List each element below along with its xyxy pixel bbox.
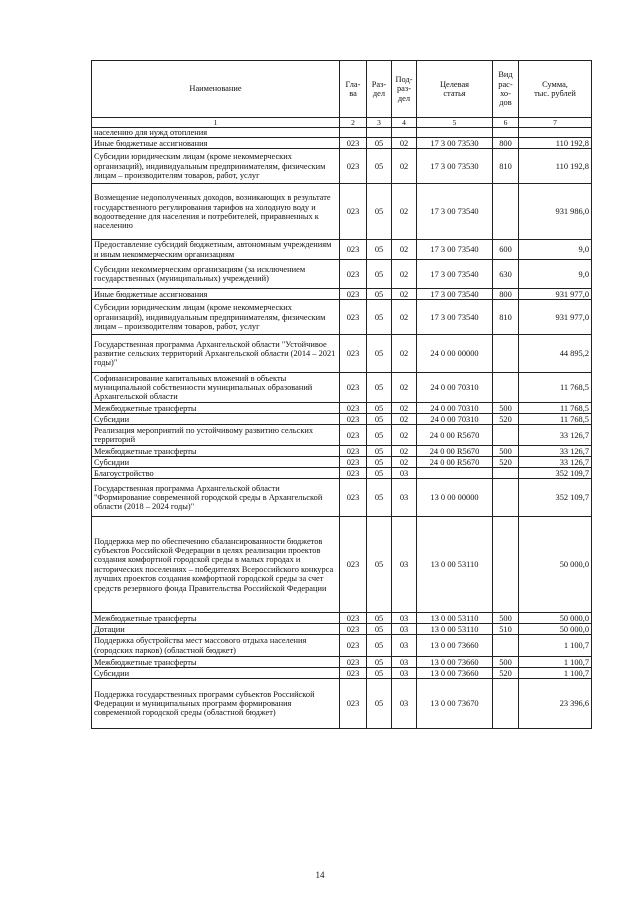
row-vid	[493, 128, 519, 138]
row-sum: 931 977,0	[519, 289, 592, 300]
row-podrazdel: 02	[392, 240, 417, 260]
row-glava: 023	[340, 517, 367, 613]
row-razdel: 05	[367, 446, 392, 457]
row-razdel: 05	[367, 289, 392, 300]
row-sum: 1 100,7	[519, 668, 592, 679]
row-sum: 11 768,5	[519, 373, 592, 403]
row-vid	[493, 425, 519, 446]
page-number: 14	[315, 870, 325, 880]
row-sum: 1 100,7	[519, 657, 592, 668]
row-name: Субсидии	[92, 668, 340, 679]
row-podrazdel: 03	[392, 613, 417, 624]
row-glava: 023	[340, 446, 367, 457]
row-target: 13 0 00 73660	[417, 668, 493, 679]
row-glava: 023	[340, 668, 367, 679]
row-name: Межбюджетные трансферты	[92, 446, 340, 457]
row-target: 17 3 00 73530	[417, 138, 493, 149]
row-sum: 11 768,5	[519, 414, 592, 425]
row-target: 24 0 00 R5670	[417, 425, 493, 446]
row-target: 13 0 00 73660	[417, 657, 493, 668]
row-target: 13 0 00 53110	[417, 517, 493, 613]
row-name: Межбюджетные трансферты	[92, 613, 340, 624]
row-name: Субсидии	[92, 457, 340, 468]
row-vid: 600	[493, 240, 519, 260]
row-razdel: 05	[367, 138, 392, 149]
row-sum: 50 000,0	[519, 613, 592, 624]
header-glava-text: Гла- ва	[345, 79, 361, 98]
row-razdel: 05	[367, 373, 392, 403]
row-podrazdel: 03	[392, 517, 417, 613]
row-target: 24 0 00 R5670	[417, 446, 493, 457]
table-row	[92, 128, 592, 138]
header-glava	[340, 61, 367, 118]
row-name: Предоставление субсидий бюджетным, автономным учреждениям и иным некоммерческим организациям	[92, 240, 340, 260]
row-vid: 500	[493, 446, 519, 457]
row-podrazdel: 02	[392, 446, 417, 457]
row-razdel: 05	[367, 457, 392, 468]
row-target: 13 0 00 53110	[417, 613, 493, 624]
row-glava: 023	[340, 403, 367, 414]
row-name: населению для нужд отопления	[92, 128, 340, 138]
row-target: 24 0 00 00000	[417, 335, 493, 373]
row-podrazdel: 03	[392, 679, 417, 729]
row-podrazdel: 03	[392, 668, 417, 679]
row-name: Субсидии юридическим лицам (кроме некоммерческих организаций), индивидуальным предпринимателям, физическим лицам – производителям товаров, работ, услуг	[92, 300, 340, 335]
row-name: Государственная программа Архангельской области "Формирование современной городской среды в Архангельской области (2018 – 2024 годы)"	[92, 479, 340, 517]
row-sum: 50 000,0	[519, 624, 592, 635]
table-row	[92, 425, 592, 446]
row-podrazdel: 02	[392, 335, 417, 373]
row-podrazdel: 02	[392, 149, 417, 184]
row-razdel: 05	[367, 624, 392, 635]
row-target: 24 0 00 70310	[417, 414, 493, 425]
row-target: 13 0 00 53110	[417, 624, 493, 635]
table-row	[92, 468, 592, 479]
row-name: Реализация мероприятий по устойчивому развитию сельских территорий	[92, 425, 340, 446]
table-row	[92, 657, 592, 668]
row-sum: 9,0	[519, 240, 592, 260]
row-razdel: 05	[367, 425, 392, 446]
row-glava: 023	[340, 635, 367, 657]
row-sum: 50 000,0	[519, 517, 592, 613]
row-razdel: 05	[367, 240, 392, 260]
row-razdel	[367, 128, 392, 138]
row-glava: 023	[340, 414, 367, 425]
row-vid	[493, 479, 519, 517]
header-target-text: Целевая статья	[439, 79, 470, 98]
table-row	[92, 679, 592, 729]
row-glava: 023	[340, 138, 367, 149]
row-sum: 33 126,7	[519, 457, 592, 468]
row-podrazdel: 02	[392, 425, 417, 446]
header-razdel-text: Раз- дел	[371, 79, 387, 98]
header-row	[92, 61, 592, 118]
row-vid: 500	[493, 613, 519, 624]
table-row	[92, 517, 592, 613]
row-glava: 023	[340, 373, 367, 403]
row-razdel: 05	[367, 635, 392, 657]
row-target: 13 0 00 73670	[417, 679, 493, 729]
row-vid: 520	[493, 457, 519, 468]
row-sum: 931 986,0	[519, 184, 592, 240]
table-row	[92, 403, 592, 414]
row-vid: 500	[493, 657, 519, 668]
row-razdel: 05	[367, 300, 392, 335]
row-vid	[493, 335, 519, 373]
row-vid: 810	[493, 149, 519, 184]
row-razdel: 05	[367, 335, 392, 373]
row-sum: 11 768,5	[519, 403, 592, 414]
row-target: 17 3 00 73540	[417, 240, 493, 260]
table-row	[92, 635, 592, 657]
row-glava: 023	[340, 479, 367, 517]
row-podrazdel: 03	[392, 479, 417, 517]
row-podrazdel: 02	[392, 260, 417, 289]
table-row	[92, 373, 592, 403]
row-podrazdel	[392, 128, 417, 138]
row-sum: 110 192,8	[519, 149, 592, 184]
row-name: Дотации	[92, 624, 340, 635]
row-glava: 023	[340, 425, 367, 446]
row-sum: 931 977,0	[519, 300, 592, 335]
column-number-row	[92, 118, 592, 128]
header-name: Наименование	[92, 61, 340, 118]
row-sum: 9,0	[519, 260, 592, 289]
row-vid: 800	[493, 138, 519, 149]
row-razdel: 05	[367, 468, 392, 479]
row-razdel: 05	[367, 479, 392, 517]
row-target	[417, 128, 493, 138]
row-podrazdel: 02	[392, 457, 417, 468]
table-row	[92, 260, 592, 289]
row-podrazdel: 03	[392, 635, 417, 657]
row-vid: 520	[493, 668, 519, 679]
row-name: Поддержка обустройства мест массового отдыха населения (городских парков) (областной бюджет)	[92, 635, 340, 657]
row-podrazdel: 03	[392, 657, 417, 668]
row-glava: 023	[340, 679, 367, 729]
header-vid-text: Вид рас- хо- дов	[498, 70, 513, 108]
row-vid	[493, 635, 519, 657]
row-vid	[493, 517, 519, 613]
column-number: 1	[92, 118, 340, 128]
table-row	[92, 138, 592, 149]
row-glava: 023	[340, 240, 367, 260]
column-number: 5	[417, 118, 493, 128]
row-target: 17 3 00 73530	[417, 149, 493, 184]
row-target: 17 3 00 73540	[417, 260, 493, 289]
row-vid	[493, 184, 519, 240]
row-glava: 023	[340, 260, 367, 289]
column-number: 4	[392, 118, 417, 128]
row-target	[417, 468, 493, 479]
table-row	[92, 300, 592, 335]
table-row	[92, 668, 592, 679]
row-podrazdel: 02	[392, 414, 417, 425]
header-sum-text: Сумма, тыс. рублей	[534, 79, 576, 98]
row-glava: 023	[340, 289, 367, 300]
row-podrazdel: 02	[392, 184, 417, 240]
row-razdel: 05	[367, 517, 392, 613]
column-number: 6	[493, 118, 519, 128]
row-razdel: 05	[367, 679, 392, 729]
row-target: 17 3 00 73540	[417, 300, 493, 335]
row-glava: 023	[340, 657, 367, 668]
header-vid	[493, 61, 519, 118]
row-vid: 810	[493, 300, 519, 335]
row-target: 17 3 00 73540	[417, 184, 493, 240]
row-sum: 352 109,7	[519, 479, 592, 517]
row-name: Поддержка государственных программ субъектов Российской Федерации и муниципальных программ формирования современной городской среды (областной бюджет)	[92, 679, 340, 729]
row-razdel: 05	[367, 149, 392, 184]
row-target: 24 0 00 70310	[417, 403, 493, 414]
row-name: Субсидии некоммерческим организациям (за исключением государственных (муниципальных) учреждений)	[92, 260, 340, 289]
row-name: Субсидии юридическим лицам (кроме некоммерческих организаций), индивидуальным предпринимателям, физическим лицам – производителям товаров, работ, услуг	[92, 149, 340, 184]
row-podrazdel: 02	[392, 300, 417, 335]
budget-table	[91, 60, 592, 729]
row-podrazdel: 03	[392, 624, 417, 635]
row-name: Благоустройство	[92, 468, 340, 479]
header-sum	[519, 61, 592, 118]
row-sum	[519, 128, 592, 138]
row-sum: 23 396,6	[519, 679, 592, 729]
row-razdel: 05	[367, 260, 392, 289]
row-name: Возмещение недополученных доходов, возникающих в результате государственного регулирования тарифов на холодную воду и водоотведение для населения и потребителей, приравненных к населению	[92, 184, 340, 240]
row-sum: 352 109,7	[519, 468, 592, 479]
table-body	[92, 128, 592, 729]
row-razdel: 05	[367, 613, 392, 624]
row-sum: 33 126,7	[519, 425, 592, 446]
row-sum: 44 895,2	[519, 335, 592, 373]
row-sum: 33 126,7	[519, 446, 592, 457]
header-podrazdel	[392, 61, 417, 118]
row-vid: 630	[493, 260, 519, 289]
row-sum: 1 100,7	[519, 635, 592, 657]
table-row	[92, 414, 592, 425]
row-razdel: 05	[367, 657, 392, 668]
header-razdel	[367, 61, 392, 118]
table-row	[92, 289, 592, 300]
row-vid: 800	[493, 289, 519, 300]
row-glava	[340, 128, 367, 138]
row-vid: 520	[493, 414, 519, 425]
row-name: Государственная программа Архангельской области "Устойчивое развитие сельских территорий Архангельской области (2014 – 2021 годы)"	[92, 335, 340, 373]
row-podrazdel: 02	[392, 138, 417, 149]
row-name: Иные бюджетные ассигнования	[92, 289, 340, 300]
table-row	[92, 446, 592, 457]
row-vid	[493, 468, 519, 479]
row-name: Иные бюджетные ассигнования	[92, 138, 340, 149]
row-name: Поддержка мер по обеспечению сбалансированности бюджетов субъектов Российской Федерации в целях реализации проектов создания комфортной городской среды в малых городах и исторических поселениях – победителях Всероссийского конкурса лучших проектов создания комфортной городской среды за счет средств резервного фонда Правительства Российской Федерации	[92, 517, 340, 613]
table-row	[92, 149, 592, 184]
row-podrazdel: 02	[392, 373, 417, 403]
header-target	[417, 61, 493, 118]
table-row	[92, 335, 592, 373]
table-row	[92, 479, 592, 517]
row-name: Софинансирование капитальных вложений в объекты муниципальной собственности муниципальных образований Архангельской области	[92, 373, 340, 403]
row-vid: 500	[493, 403, 519, 414]
column-number: 3	[367, 118, 392, 128]
row-target: 24 0 00 R5670	[417, 457, 493, 468]
row-razdel: 05	[367, 414, 392, 425]
row-target: 13 0 00 00000	[417, 479, 493, 517]
table-row	[92, 624, 592, 635]
row-podrazdel: 02	[392, 289, 417, 300]
row-vid: 510	[493, 624, 519, 635]
row-podrazdel: 03	[392, 468, 417, 479]
row-glava: 023	[340, 457, 367, 468]
row-glava: 023	[340, 184, 367, 240]
row-podrazdel: 02	[392, 403, 417, 414]
row-target: 17 3 00 73540	[417, 289, 493, 300]
row-glava: 023	[340, 149, 367, 184]
column-number: 7	[519, 118, 592, 128]
table-row	[92, 184, 592, 240]
row-vid	[493, 373, 519, 403]
row-razdel: 05	[367, 403, 392, 414]
row-target: 13 0 00 73660	[417, 635, 493, 657]
row-name: Межбюджетные трансферты	[92, 403, 340, 414]
column-number: 2	[340, 118, 367, 128]
table-row	[92, 613, 592, 624]
row-razdel: 05	[367, 184, 392, 240]
row-vid	[493, 679, 519, 729]
row-sum: 110 192,8	[519, 138, 592, 149]
table-row	[92, 457, 592, 468]
row-glava: 023	[340, 300, 367, 335]
row-glava: 023	[340, 335, 367, 373]
row-name: Межбюджетные трансферты	[92, 657, 340, 668]
row-name: Субсидии	[92, 414, 340, 425]
row-target: 24 0 00 70310	[417, 373, 493, 403]
header-podrazdel-text: Под- раз- дел	[395, 74, 413, 103]
row-glava: 023	[340, 468, 367, 479]
row-razdel: 05	[367, 668, 392, 679]
table-row	[92, 240, 592, 260]
row-glava: 023	[340, 613, 367, 624]
row-glava: 023	[340, 624, 367, 635]
